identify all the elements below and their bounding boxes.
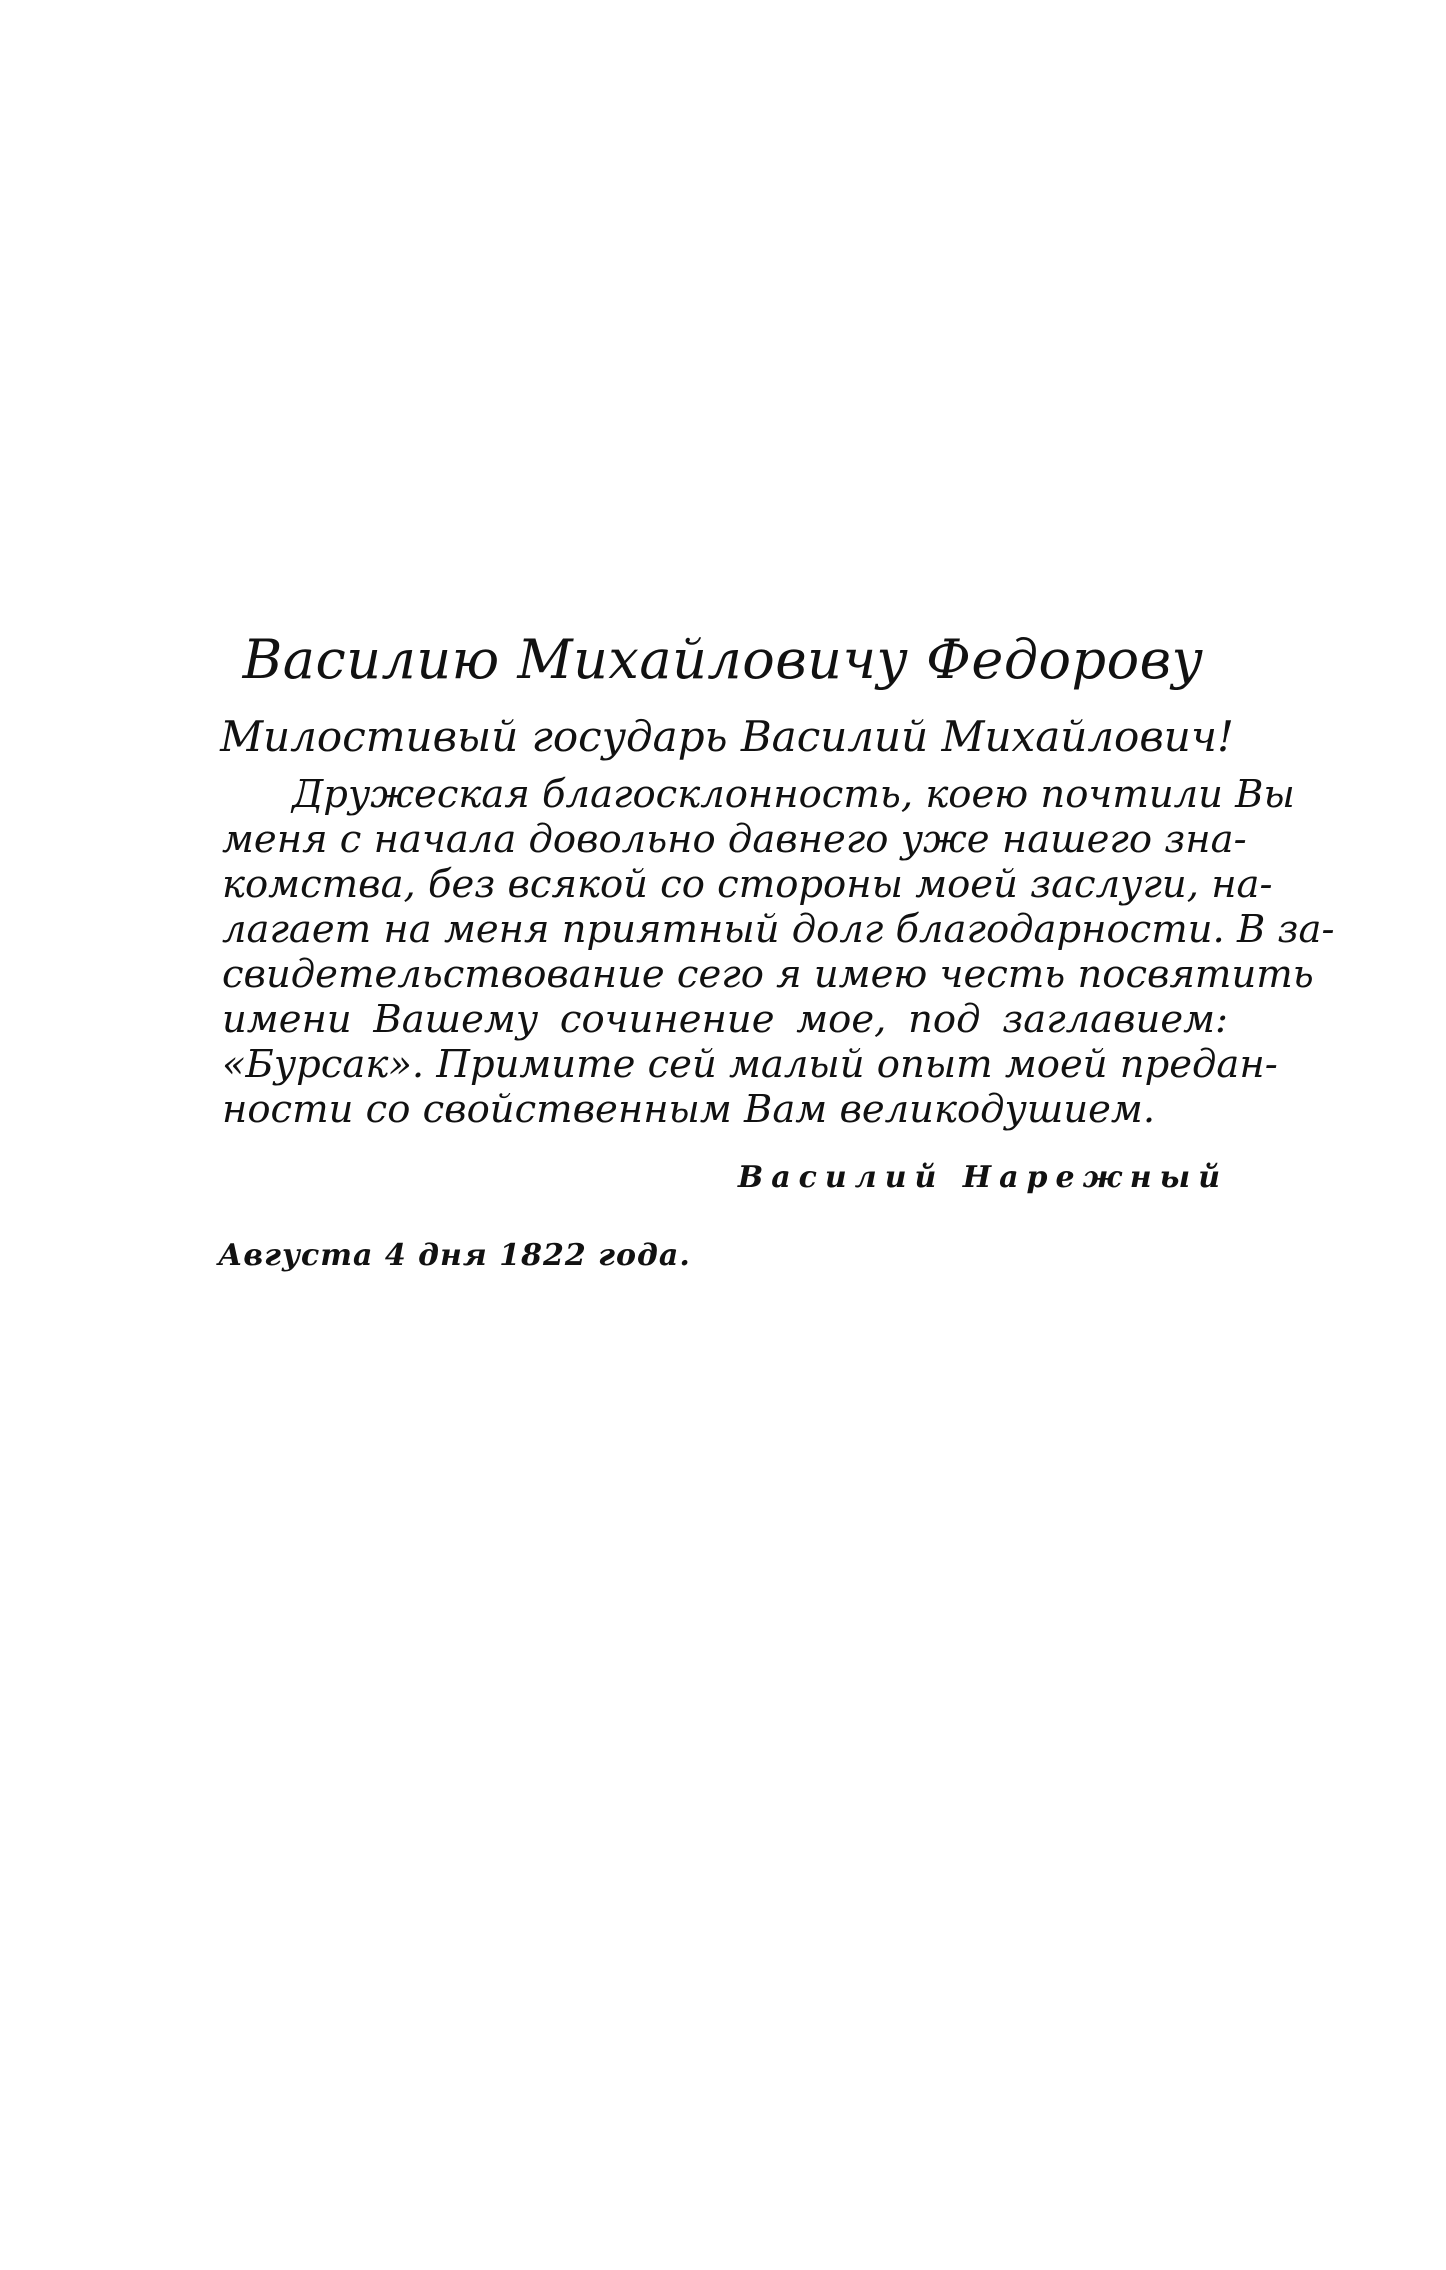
- letter-line: лагает на меня приятный долг благодарности. В за-: [222, 907, 1335, 952]
- salutation: Милостивый государь Василий Михайлович!: [220, 712, 1234, 761]
- letter-line: имени Вашему сочинение мое, под заглавием:: [222, 997, 1228, 1042]
- letter-line: Дружеская благосклонность, коею почтили Вы: [292, 772, 1295, 817]
- letter-line: «Бурсак». Примите сей малый опыт моей предан-: [222, 1042, 1278, 1087]
- dedication-heading: Василию Михайловичу Федорову: [242, 628, 1204, 691]
- letter-body: [222, 772, 1335, 1132]
- letter-date: Августа 4 дня 1822 года.: [218, 1238, 691, 1273]
- letter-line: ности со свойственным Вам великодушием.: [222, 1087, 1156, 1132]
- letter-line: комства, без всякой со стороны моей заслуги, на-: [222, 862, 1273, 907]
- letter-line: свидетельствование сего я имею честь посвятить: [222, 952, 1314, 997]
- letter-line: меня с начала довольно давнего уже нашего зна-: [222, 817, 1247, 862]
- author-signature: Василий Нарежный: [737, 1160, 1228, 1195]
